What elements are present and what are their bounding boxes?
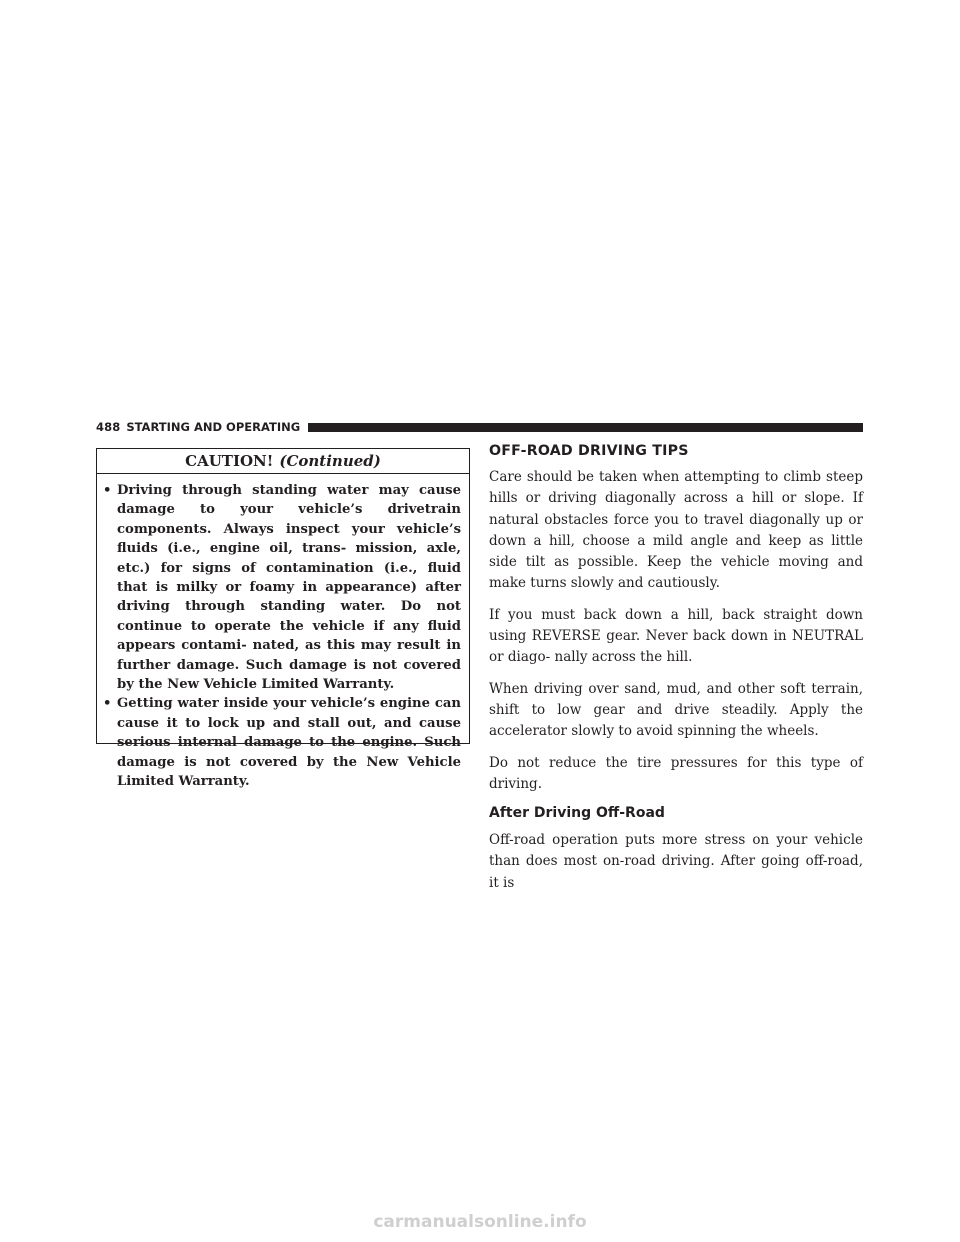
section-heading: OFF-ROAD DRIVING TIPS: [489, 443, 689, 459]
paragraph: If you must back down a hill, back straight down using REVERSE gear. Never back down in NEUTRAL or diago- nally across the hill.: [489, 606, 863, 666]
caution-box: [96, 448, 470, 790]
caution-item: [103, 481, 461, 694]
caution-continued: (Continued): [279, 452, 381, 470]
page-number: 488: [96, 420, 121, 434]
section-title: STARTING AND OPERATING: [126, 420, 301, 434]
paragraph: When driving over sand, mud, and other soft terrain, shift to low gear and drive steadily. Apply the accelerator slowly to avoid spinning the wheels.: [489, 680, 863, 740]
caution-item-text: Driving through standing water may cause damage to your vehicle’s drivetrain components. Always inspect your vehicle’s fluids (i.e., engine oil, trans- mission, axle, etc.) for signs of contamination (i.e., fluid that is milky or foamy in appearance) after driving through standing water. Do not continue to operate the vehicle if any fluid appears contami- nated, as this may result in further damage. Such damage is not covered by the New Vehicle Limited Warranty.: [117, 483, 461, 693]
bullet-icon: •: [103, 483, 112, 498]
caution-item-text: Getting water inside your vehicle’s engine can cause it to lock up and stall out, and cause serious internal damage to the engine. Such damage is not covered by the New Vehicle Limited Warranty.: [117, 696, 461, 790]
watermark: carmanualsonline.info: [373, 1212, 587, 1232]
paragraph: Care should be taken when attempting to climb steep hills or driving diagonally across a hill or slope. If natural obstacles force you to travel diagonally up or down a hill, choose a mild angle and keep as little side tilt as possible. Keep the vehicle moving and make turns slowly and cautiously.: [489, 469, 863, 592]
header-rule: [308, 423, 863, 432]
paragraph: Off-road operation puts more stress on your vehicle than does most on-road driving. After going off-road, it is: [489, 832, 863, 891]
right-column: [489, 440, 863, 904]
bullet-icon: •: [103, 696, 112, 712]
caution-item: [103, 694, 461, 791]
subsection-heading: After Driving Off-Road: [489, 805, 665, 822]
caution-title-bar: [97, 449, 469, 474]
paragraph: Do not reduce the tire pressures for this type of driving.: [489, 754, 863, 792]
caution-title: CAUTION!: [185, 452, 274, 470]
caution-list: [97, 474, 469, 792]
page-header: [96, 418, 863, 436]
